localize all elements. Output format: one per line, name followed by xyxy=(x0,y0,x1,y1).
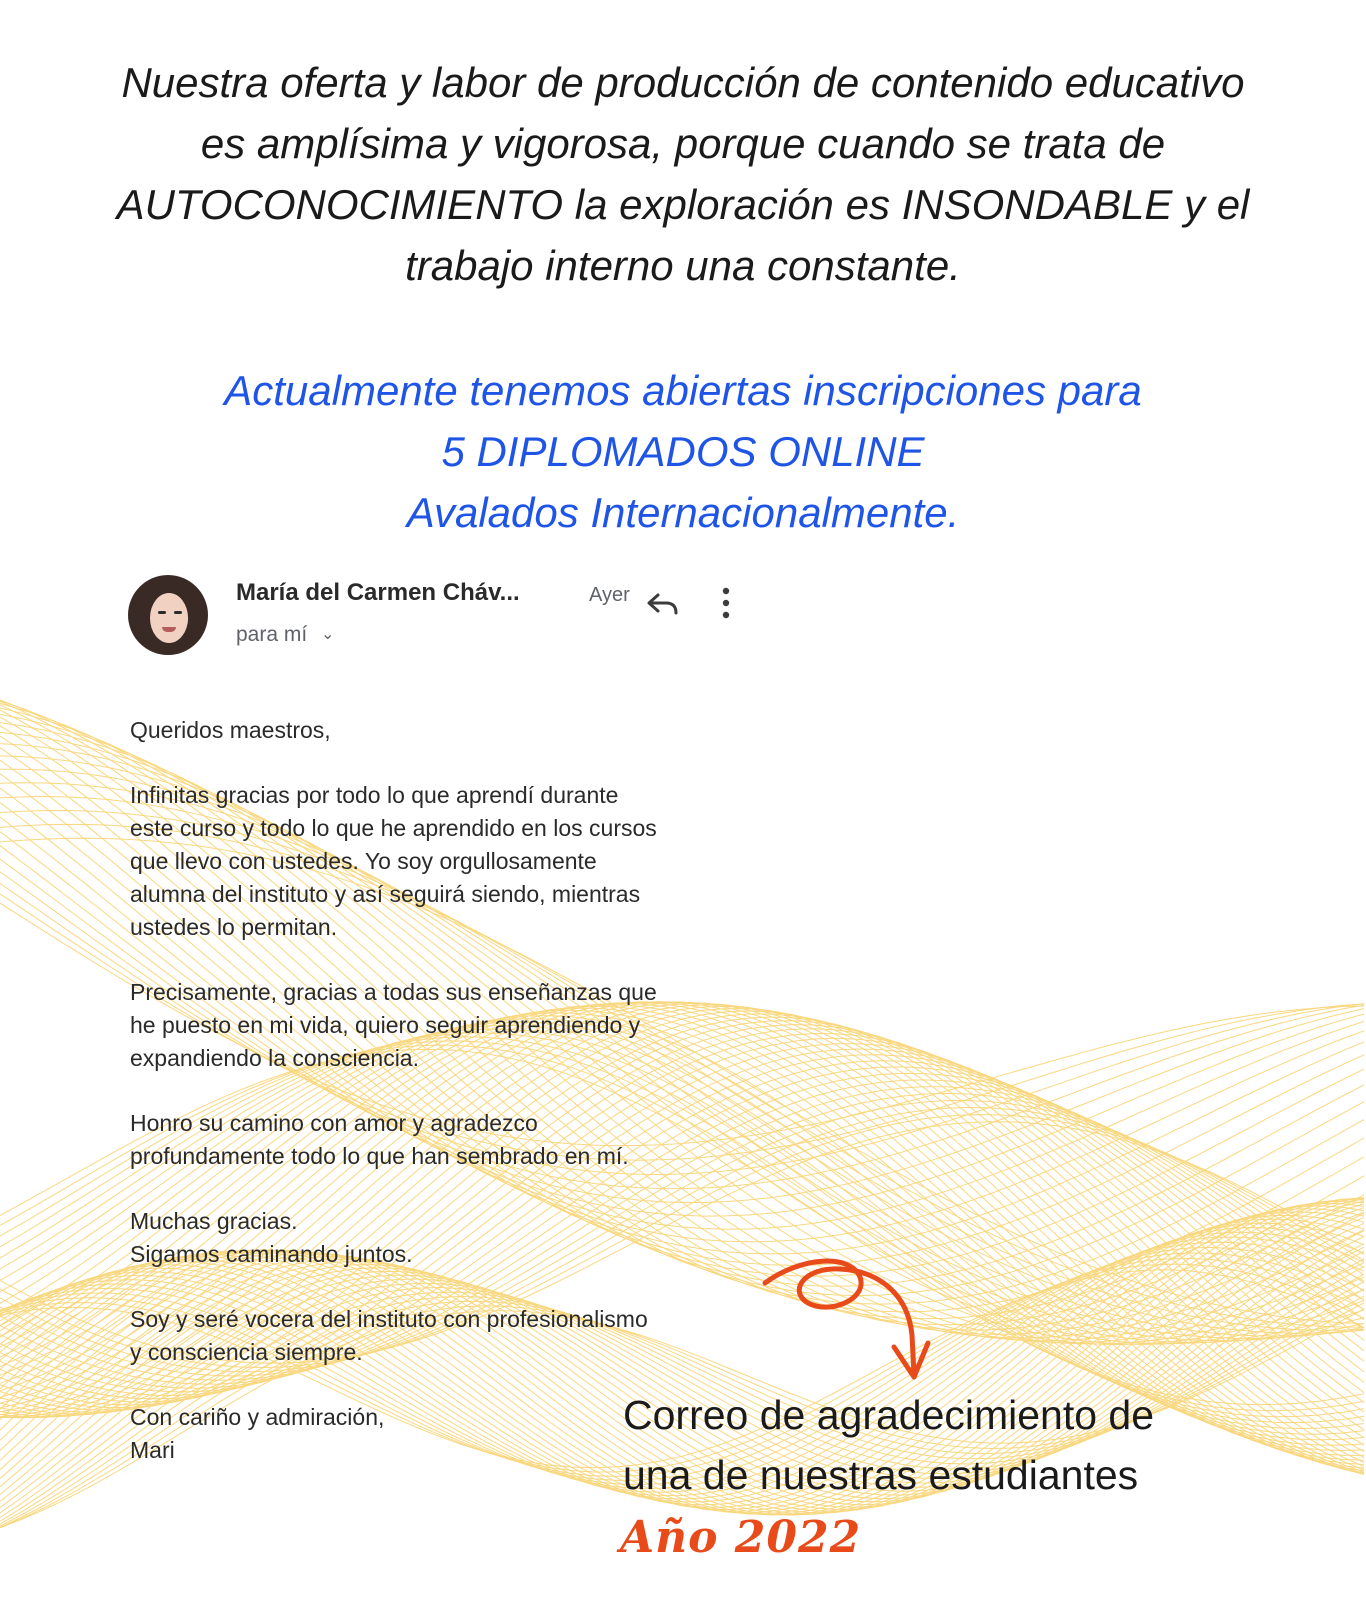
email-line: Precisamente, gracias a todas sus enseñanzas que xyxy=(130,979,657,1005)
email-body xyxy=(130,714,770,1499)
email-paragraph xyxy=(130,1107,770,1173)
email-header xyxy=(128,575,768,655)
email-line: Mari xyxy=(130,1437,175,1463)
more-vertical-icon[interactable] xyxy=(716,585,736,621)
intro-line: AUTOCONOCIMIENTO la exploración es INSONDABLE y el xyxy=(116,181,1250,228)
caption xyxy=(623,1385,1154,1505)
email-line: alumna del instituto y así seguirá siendo, mientras xyxy=(130,881,641,907)
email-line: Honro su camino con amor y agradezco xyxy=(130,1110,538,1136)
recipient-toggle[interactable] xyxy=(236,623,334,647)
email-line: y consciencia siempre. xyxy=(130,1339,363,1365)
email-paragraph xyxy=(130,779,770,944)
promo-line: 5 DIPLOMADOS ONLINE xyxy=(441,428,925,475)
email-line: Muchas gracias. xyxy=(130,1208,298,1234)
reply-icon[interactable] xyxy=(646,589,680,619)
email-paragraph xyxy=(130,714,770,747)
email-line: este curso y todo lo que he aprendido en los cursos xyxy=(130,815,657,841)
hand-drawn-arrow-icon xyxy=(760,1255,950,1385)
email-line: Queridos maestros, xyxy=(130,717,331,743)
promo-text xyxy=(40,360,1326,543)
email-line: Con cariño y admiración, xyxy=(130,1404,385,1430)
avatar-face xyxy=(150,593,188,643)
email-line: Soy y seré vocera del instituto con profesionalismo xyxy=(130,1306,648,1332)
caption-line: una de nuestras estudiantes xyxy=(623,1452,1139,1498)
email-line: que llevo con ustedes. Yo soy orgullosamente xyxy=(130,848,597,874)
avatar[interactable] xyxy=(128,575,208,655)
email-paragraph xyxy=(130,976,770,1075)
email-line: Infinitas gracias por todo lo que aprendí durante xyxy=(130,782,619,808)
email-paragraph xyxy=(130,1205,770,1271)
email-line: he puesto en mi vida, quiero seguir aprendiendo y xyxy=(130,1012,641,1038)
sender-name[interactable]: María del Carmen Cháv... xyxy=(236,579,520,606)
intro-line: es amplísima y vigorosa, porque cuando se trata de xyxy=(200,120,1166,167)
year-label: Año 2022 xyxy=(620,1512,862,1563)
intro-text xyxy=(40,52,1326,296)
intro-line: trabajo interno una constante. xyxy=(405,242,961,289)
intro-line: Nuestra oferta y labor de producción de contenido educativo xyxy=(121,59,1245,106)
promo-line: Avalados Internacionalmente. xyxy=(406,489,960,536)
avatar-eye xyxy=(174,611,182,614)
email-date: Ayer xyxy=(589,584,630,606)
email-line: ustedes lo permitan. xyxy=(130,914,338,940)
email-line: expandiendo la consciencia. xyxy=(130,1045,419,1071)
caption-line: Correo de agradecimiento de xyxy=(623,1392,1155,1438)
email-line: profundamente todo lo que han sembrado en mí. xyxy=(130,1143,629,1169)
avatar-eye xyxy=(158,611,166,614)
promo-line: Actualmente tenemos abiertas inscripciones para xyxy=(224,367,1142,414)
chevron-down-icon[interactable]: ⌄ xyxy=(321,626,335,643)
recipient-label: para mí xyxy=(236,623,308,646)
email-line: Sigamos caminando juntos. xyxy=(130,1241,413,1267)
email-paragraph xyxy=(130,1303,770,1369)
